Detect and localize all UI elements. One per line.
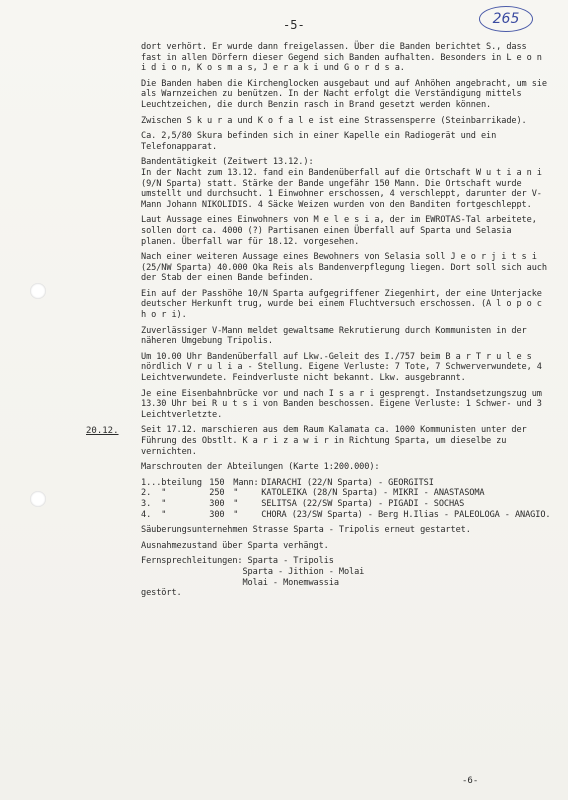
route-unit: " [233, 498, 239, 509]
paragraph: Zuverlässiger V-Mann meldet gewaltsame Rekrutierung durch Kommunisten in der näheren Umgebung Tripolis. [141, 325, 532, 347]
route-path: CHORA (23/SW Sparta) - Berg H.Ilias - PALEOLOGA - ANAGIO. [261, 509, 551, 520]
date-marker: 20.12. [86, 426, 119, 436]
route-row [141, 488, 551, 499]
typed-text [141, 42, 551, 604]
paragraph: Ausnahmezustand über Sparta verhängt. [141, 540, 329, 551]
route-path: KATOLEIKA (28/N Sparta) - MIKRI - ANASTASOMA [261, 488, 485, 499]
route-count: 150 [209, 477, 225, 488]
paragraph: Fernsprechleitungen: Sparta - Tripolis Sparta - Jithion - Molai Molai - Monemwassia gestört. [141, 556, 365, 599]
paragraph: Die Banden haben die Kirchenglocken ausgebaut und auf Anhöhen angebracht, um sie als Warnzeichen zu benützen. In der Nacht erfolgt die Verständigung mittels Leuchtzeichen, die durch Benzin rasch in Brand gesetzt werden können. [141, 78, 552, 110]
route-count: 250 [209, 488, 225, 499]
route-count: 300 [209, 509, 225, 520]
paragraph: Marschrouten der Abteilungen (Karte 1:200.000): [141, 462, 380, 473]
route-path: SELITSA (22/SW Sparta) - PIGADI - SOCHAS [261, 498, 465, 509]
route-unit-label: " [161, 498, 167, 509]
punch-hole [30, 283, 46, 299]
route-unit-label: " [161, 509, 167, 520]
route-number: 2. [141, 488, 152, 499]
route-count: 300 [209, 498, 225, 509]
page-number: -5- [283, 18, 305, 32]
route-row [141, 510, 551, 521]
route-table [141, 478, 551, 520]
route-row [141, 478, 551, 489]
paragraph: Seit 17.12. marschieren aus dem Raum Kalamata ca. 1000 Kommunisten unter der Führung des Obstlt. K a r i z a w i r in Richtung Sparta, um dieselbe zu vernichten. [141, 425, 532, 457]
archive-stamp: 265 [479, 6, 533, 32]
paragraph: Um 10.00 Uhr Bandenüberfall auf Lkw.-Geleit des I./757 beim B a r T r u l e s nördlich V r u l i a - Stellung. Eigene Verluste: 7 Tote, 7 Schwerverwundete, 4 Leichtverwundete. Feindverluste nicht bekannt. Lkw. ausgebrannt. [141, 351, 547, 384]
route-row [141, 499, 551, 510]
next-page-marker: -6- [462, 776, 479, 786]
route-path: DIARACHI (22/N Sparta) - GEORGITSI [261, 477, 434, 488]
route-number: 4. [141, 509, 152, 520]
route-unit: " [233, 509, 239, 520]
paragraph: Zwischen S k u r a und K o f a l e ist eine Strassensperre (Steinbarrikade). [141, 115, 527, 126]
paragraph: Bandentätigkeit (Zeitwert 13.12.): In der Nacht zum 13.12. fand ein Bandenüberfall auf die Ortschaft W u t i a n i (9/N Sparta) statt. Stärke der Bande ungefähr 150 Mann. Die Ortschaft wurde umstellt und durchsucht. 1 Einwohner erschossen, 4 verschleppt, darunter der V-Mann Johann NIKOLIDIS. 4 Säcke Weizen wurden von den Banditen fortgeschleppt. [141, 157, 542, 210]
route-number: 3. [141, 498, 152, 509]
paragraph: Nach einer weiteren Aussage eines Bewohners von Selasia soll J e o r j i t s i (25/NW Sparta) 40.000 Oka Reis als Bandenverpflegung liegen. Dort soll sich auch der Stab der einen Bande befinden. [141, 252, 552, 284]
route-unit-label: " [161, 488, 167, 499]
route-unit: Mann: [233, 477, 259, 488]
route-unit: " [233, 488, 239, 499]
route-unit-label: bteilung [161, 477, 202, 488]
paragraph: Säuberungsunternehmen Strasse Sparta - Tripolis erneut gestartet. [141, 525, 471, 536]
paragraph: Ca. 2,5/80 Skura befinden sich in einer Kapelle ein Radiogerät und ein Telefonapparat. [141, 131, 502, 152]
punch-hole [30, 491, 46, 507]
paragraph: Je eine Eisenbahnbrücke vor und nach I s a r i gesprengt. Instandsetzungszug um 13.30 Uhr bei R u t s i von Banden beschossen. Eigene Verluste: 1 Schwer- und 3 Leichtverletzte. [141, 388, 547, 420]
paragraph: Laut Aussage eines Einwohners von M e l e s i a, der im EWROTAS-Tal arbeitete, sollen dort ca. 4000 (?) Partisanen einen Überfall auf Sparta und Selasia planen. Überfall war für 18.12. vorgesehen. [141, 215, 542, 247]
paragraph: Ein auf der Passhöhe 10/N Sparta aufgegriffener Ziegenhirt, der eine Unterjacke deutscher Herkunft trug, wurde bei einem Fluchtversuch erschossen. (A l o p o c h o r i). [141, 288, 547, 321]
route-number: 1... [141, 477, 162, 488]
paragraph: dort verhört. Er wurde dann freigelassen. Über die Banden berichtet S., dass fast in allen Dörfern dieser Gegend sich Banden aufhalten. Besonders in L e o n i d i o n, K o s m a s, J e r a k i und G o r d s a. [141, 42, 547, 74]
